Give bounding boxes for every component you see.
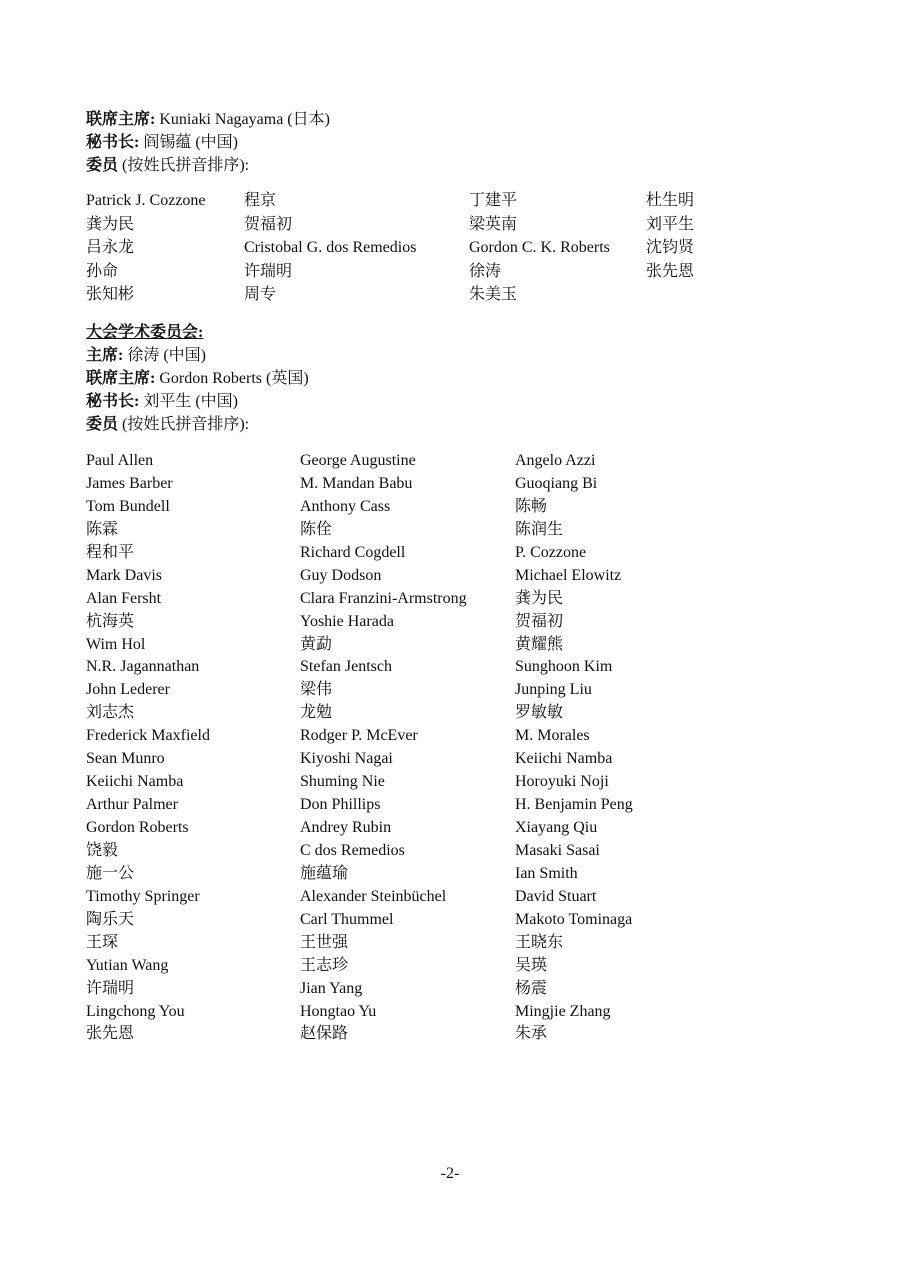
member-name: Andrey Rubin — [300, 819, 392, 836]
member-name: 黄耀熊 — [515, 635, 564, 653]
member-name: Don Phillips — [300, 796, 381, 814]
member-name: 陈霖 — [86, 520, 119, 538]
member-name: 刘平生 — [646, 215, 695, 233]
member-name: Mingjie Zhang — [515, 1002, 611, 1020]
member-name: 王晓东 — [515, 933, 564, 951]
member-name: C dos Remedios — [300, 841, 405, 859]
member-name: Kiyoshi Nagai — [300, 750, 393, 768]
member-name: M. Mandan Babu — [300, 474, 413, 492]
acad-members-note: (按姓氏拼音排序): — [118, 416, 250, 433]
acad-co-chair-label: 联席主席: — [86, 370, 156, 387]
org-members-label: 委员 — [86, 157, 119, 174]
member-name: 徐涛 — [469, 262, 502, 280]
acad-secretary-line — [86, 392, 238, 412]
member-name: Richard Cogdell — [300, 543, 406, 561]
member-name: 吕永龙 — [86, 239, 135, 256]
member-name: 沈钧贤 — [646, 239, 695, 256]
member-name: 刘志杰 — [86, 704, 135, 722]
member-name: 张先恩 — [86, 1025, 135, 1043]
member-name: Jian Yang — [300, 979, 363, 997]
member-name: David Stuart — [515, 887, 597, 905]
org-secretary-value: 阎锡蕴 (中国) — [139, 134, 239, 151]
member-name: 周专 — [244, 286, 277, 303]
member-name: Shuming Nie — [300, 773, 385, 791]
member-name: 龚为民 — [515, 589, 564, 607]
member-name: 黄勐 — [300, 635, 333, 653]
member-name: Hongtao Yu — [300, 1002, 377, 1020]
org-members-note: (按姓氏拼音排序): — [118, 157, 250, 174]
member-name: 罗敏敏 — [515, 704, 564, 722]
member-name: Gordon C. K. Roberts — [469, 239, 610, 256]
member-name: Clara Franzini-Armstrong — [300, 589, 467, 607]
org-secretary-line — [86, 133, 238, 153]
member-name: N.R. Jagannathan — [86, 658, 200, 676]
acad-co-chair-value: Gordon Roberts (英国) — [155, 370, 309, 387]
member-name: 贺福初 — [244, 215, 293, 233]
org-secretary-label: 秘书长: — [86, 134, 140, 151]
member-name: Junping Liu — [515, 681, 592, 699]
member-name: Michael Elowitz — [515, 566, 622, 584]
member-name: Wim Hol — [86, 635, 146, 653]
acad-chair-value: 徐涛 (中国) — [123, 347, 207, 364]
member-name: Sean Munro — [86, 750, 165, 768]
member-name: 张知彬 — [86, 286, 135, 303]
member-name: Horoyuki Noji — [515, 773, 609, 791]
member-name: Stefan Jentsch — [300, 658, 392, 676]
member-name: Patrick J. Cozzone — [86, 192, 206, 209]
member-name: Guoqiang Bi — [515, 474, 598, 492]
member-name: 施蕴瑜 — [300, 864, 349, 882]
member-name: 程和平 — [86, 543, 135, 561]
member-name: Carl Thummel — [300, 910, 394, 928]
org-co-chair-label: 联席主席: — [86, 111, 156, 128]
member-name: 陶乐天 — [86, 910, 135, 928]
member-name: George Augustine — [300, 452, 416, 469]
member-name: Yutian Wang — [86, 956, 169, 974]
member-name: Paul Allen — [86, 452, 154, 469]
member-name: 朱美玉 — [469, 286, 518, 303]
member-name: 孙命 — [86, 262, 119, 280]
org-co-chair-line — [86, 110, 330, 130]
member-name: Yoshie Harada — [300, 612, 394, 630]
member-name: Angelo Azzi — [515, 452, 596, 469]
member-name: M. Morales — [515, 727, 590, 745]
member-name: 梁伟 — [300, 681, 333, 699]
member-name: 贺福初 — [515, 612, 564, 630]
member-name: Anthony Cass — [300, 497, 391, 515]
member-name: 张先恩 — [646, 262, 695, 280]
member-name: H. Benjamin Peng — [515, 796, 633, 814]
member-name: 杭海英 — [86, 612, 135, 630]
member-name: Mark Davis — [86, 566, 162, 584]
acad-members-label: 委员 — [86, 416, 119, 433]
member-name: 丁建平 — [469, 192, 518, 209]
member-name: 饶毅 — [86, 841, 119, 859]
member-name: 吴瑛 — [515, 956, 548, 974]
member-name: Xiayang Qiu — [515, 819, 598, 836]
member-name: P. Cozzone — [515, 543, 587, 561]
member-name: 王志珍 — [300, 956, 349, 974]
member-name: James Barber — [86, 474, 173, 492]
member-name: 许瑞明 — [86, 979, 135, 997]
member-name: 陈佺 — [300, 520, 333, 538]
member-name: Guy Dodson — [300, 566, 382, 584]
member-name: 杨震 — [515, 979, 548, 997]
member-name: 梁英南 — [469, 215, 518, 233]
member-name: Gordon Roberts — [86, 819, 189, 836]
member-name: Makoto Tominaga — [515, 910, 633, 928]
member-name: 王琛 — [86, 933, 119, 951]
org-co-chair-value: Kuniaki Nagayama (日本) — [155, 111, 330, 128]
page-number: -2- — [440, 1165, 460, 1182]
member-name: Sunghoon Kim — [515, 658, 613, 676]
acad-co-chair-line — [86, 369, 309, 389]
member-name: Lingchong You — [86, 1002, 185, 1020]
member-name: 龙勉 — [300, 704, 333, 722]
acad-secretary-label: 秘书长: — [86, 393, 140, 410]
member-name: Alan Fersht — [86, 589, 162, 607]
member-name: 陈畅 — [515, 497, 548, 515]
member-name: Keiichi Namba — [86, 773, 184, 791]
member-name: 龚为民 — [86, 215, 135, 233]
member-name: Rodger P. McEver — [300, 727, 418, 745]
member-name: Cristobal G. dos Remedios — [244, 239, 417, 256]
member-name: Tom Bundell — [86, 497, 170, 515]
member-name: John Lederer — [86, 681, 170, 699]
acad-chair-label: 主席: — [86, 347, 124, 364]
member-name: 赵保路 — [300, 1025, 349, 1043]
acad-members-label-line — [86, 415, 249, 435]
member-name: 陈润生 — [515, 520, 564, 538]
org-members-label-line — [86, 156, 249, 176]
member-name: Arthur Palmer — [86, 796, 178, 814]
member-name: 杜生明 — [646, 192, 695, 209]
academic-committee-heading: 大会学术委员会: — [86, 324, 204, 341]
member-name: 朱承 — [515, 1025, 548, 1043]
member-name: 许瑞明 — [244, 262, 293, 280]
member-name: Frederick Maxfield — [86, 727, 210, 745]
member-name: 程京 — [244, 192, 277, 209]
member-name: Keiichi Namba — [515, 750, 613, 768]
member-name: Alexander Steinbüchel — [300, 887, 447, 905]
member-name: Ian Smith — [515, 864, 578, 882]
member-name: 施一公 — [86, 864, 135, 882]
acad-secretary-value: 刘平生 (中国) — [139, 393, 239, 410]
acad-chair-line — [86, 346, 206, 366]
member-name: Timothy Springer — [86, 887, 200, 905]
member-name: 王世强 — [300, 933, 349, 951]
member-name: Masaki Sasai — [515, 841, 600, 859]
